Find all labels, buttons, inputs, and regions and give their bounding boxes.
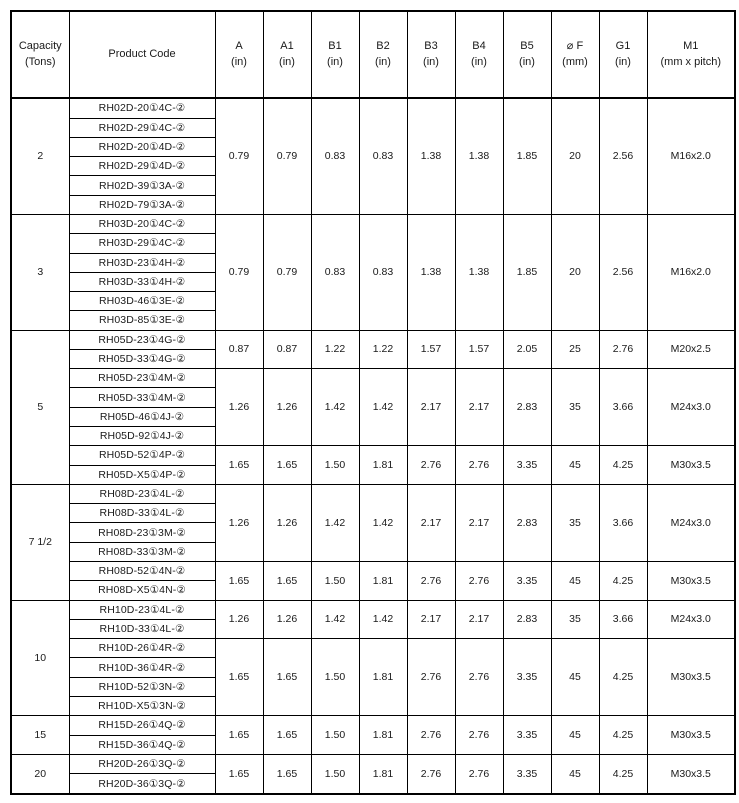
spec-cell-b3: 2.76 [407,639,455,716]
table-body [11,98,735,794]
spec-cell-b2: 1.22 [359,330,407,369]
product-code-cell: RH02D-20①4D-② [69,137,215,156]
column-header-title: Capacity [18,39,62,52]
product-code-cell: RH15D-26①4Q-② [69,716,215,735]
product-code-cell: RH10D-26①4R-② [69,639,215,658]
spec-cell-b3: 1.57 [407,330,455,369]
capacity-cell: 5 [11,330,69,484]
table-row [11,562,735,581]
spec-cell-f: 45 [551,562,599,601]
product-code-cell: RH10D-36①4R-② [69,658,215,677]
column-header-title: G1 [615,39,631,52]
table-row [11,214,735,233]
spec-cell-b2: 0.83 [359,214,407,330]
column-header-title: B2 [376,39,390,52]
product-code-cell: RH20D-36①3Q-② [69,774,215,794]
column-header-title: B5 [520,39,534,52]
spec-cell-b3: 2.17 [407,484,455,561]
spec-cell-b1: 0.83 [311,214,359,330]
spec-cell-b2: 1.81 [359,446,407,485]
column-header-capacity [11,11,69,98]
column-header-unit: (in) [423,55,439,68]
spec-cell-f: 35 [551,600,599,639]
spec-cell-b5: 3.35 [503,754,551,794]
capacity-cell: 20 [11,754,69,794]
capacity-cell: 7 1/2 [11,484,69,600]
capacity-cell: 15 [11,716,69,755]
product-code-cell: RH05D-92①4J-② [69,427,215,446]
spec-cell-b5: 1.85 [503,214,551,330]
spec-cell-b5: 2.83 [503,484,551,561]
spec-cell-a: 1.65 [215,716,263,755]
spec-cell-f: 45 [551,639,599,716]
spec-cell-b1: 1.50 [311,446,359,485]
column-header-title: A1 [280,39,294,52]
capacity-cell: 2 [11,98,69,214]
product-code-cell: RH05D-52①4P-② [69,446,215,465]
spec-cell-m1: M30x3.5 [647,639,735,716]
column-header-product-code [69,11,215,98]
spec-cell-b4: 2.76 [455,446,503,485]
product-code-cell: RH02D-79①3A-② [69,195,215,214]
spec-cell-a: 0.87 [215,330,263,369]
product-code-cell: RH15D-36①4Q-② [69,735,215,754]
table-row [11,98,735,118]
spec-cell-b2: 1.42 [359,484,407,561]
product-code-cell: RH05D-33①4M-② [69,388,215,407]
spec-cell-b4: 2.17 [455,369,503,446]
column-header-b2 [359,11,407,98]
spec-cell-a1: 1.65 [263,716,311,755]
spec-cell-f: 35 [551,369,599,446]
spec-cell-b1: 1.50 [311,716,359,755]
table-row [11,716,735,735]
specification-table [10,10,736,795]
product-code-cell: RH08D-33①4L-② [69,504,215,523]
product-code-cell: RH08D-X5①4N-② [69,581,215,600]
spec-cell-g1: 3.66 [599,484,647,561]
spec-cell-m1: M20x2.5 [647,330,735,369]
product-code-cell: RH05D-X5①4P-② [69,465,215,484]
spec-cell-b4: 2.76 [455,754,503,794]
product-code-cell: RH05D-33①4G-② [69,349,215,368]
spec-cell-b3: 2.76 [407,446,455,485]
spec-cell-f: 45 [551,446,599,485]
spec-cell-f: 20 [551,98,599,214]
spec-cell-a1: 1.65 [263,446,311,485]
spec-cell-f: 25 [551,330,599,369]
spec-cell-a: 1.65 [215,446,263,485]
column-header-a1 [263,11,311,98]
spec-cell-b2: 1.81 [359,754,407,794]
spec-cell-b1: 1.42 [311,484,359,561]
spec-cell-b3: 2.76 [407,754,455,794]
column-header-unit: (in) [375,55,391,68]
spec-cell-f: 45 [551,754,599,794]
table-row [11,446,735,465]
product-code-cell: RH02D-29①4D-② [69,157,215,176]
spec-cell-b1: 1.50 [311,639,359,716]
product-code-cell: RH03D-23①4H-② [69,253,215,272]
spec-cell-b4: 2.76 [455,562,503,601]
spec-cell-a: 1.65 [215,562,263,601]
table-header [11,11,735,98]
spec-cell-b3: 2.76 [407,716,455,755]
spec-cell-b5: 3.35 [503,446,551,485]
spec-cell-b4: 1.38 [455,214,503,330]
spec-cell-b4: 1.57 [455,330,503,369]
spec-cell-f: 20 [551,214,599,330]
column-header-title: ⌀ F [566,39,584,52]
product-code-cell: RH05D-23①4M-② [69,369,215,388]
spec-cell-b3: 1.38 [407,214,455,330]
column-header-title: M1 [683,39,699,52]
column-header-unit: (Tons) [24,55,56,68]
spec-cell-g1: 4.25 [599,716,647,755]
column-header-unit: (mm) [562,55,588,68]
spec-cell-g1: 4.25 [599,446,647,485]
spec-cell-b5: 2.05 [503,330,551,369]
spec-cell-m1: M30x3.5 [647,446,735,485]
spec-cell-b2: 1.42 [359,600,407,639]
spec-cell-g1: 2.56 [599,214,647,330]
spec-cell-g1: 2.56 [599,98,647,214]
column-header-g1 [599,11,647,98]
column-header-f [551,11,599,98]
spec-cell-m1: M24x3.0 [647,369,735,446]
spec-cell-a: 1.65 [215,639,263,716]
column-header-unit: (in) [327,55,343,68]
spec-cell-b1: 1.42 [311,600,359,639]
product-code-cell: RH02D-20①4C-② [69,98,215,118]
capacity-cell: 10 [11,600,69,716]
spec-cell-b3: 2.17 [407,369,455,446]
product-code-cell: RH05D-23①4G-② [69,330,215,349]
column-header-b5 [503,11,551,98]
table-row [11,754,735,773]
product-code-cell: RH05D-46①4J-② [69,407,215,426]
product-code-cell: RH03D-46①3E-② [69,292,215,311]
spec-cell-a: 1.26 [215,484,263,561]
spec-cell-m1: M30x3.5 [647,562,735,601]
spec-cell-g1: 3.66 [599,600,647,639]
spec-cell-g1: 2.76 [599,330,647,369]
product-code-cell: RH03D-29①4C-② [69,234,215,253]
spec-cell-b5: 2.83 [503,369,551,446]
product-code-cell: RH10D-52①3N-② [69,677,215,696]
spec-cell-a1: 0.87 [263,330,311,369]
spec-cell-a1: 0.79 [263,98,311,214]
column-header-unit: (mm x pitch) [660,55,721,68]
table-row [11,639,735,658]
spec-cell-a: 0.79 [215,98,263,214]
spec-cell-a1: 1.65 [263,639,311,716]
spec-cell-a: 1.65 [215,754,263,794]
spec-cell-a1: 1.65 [263,754,311,794]
spec-cell-m1: M30x3.5 [647,716,735,755]
product-code-cell: RH10D-X5①3N-② [69,696,215,715]
spec-cell-b5: 2.83 [503,600,551,639]
product-code-cell: RH02D-39①3A-② [69,176,215,195]
spec-cell-b4: 1.38 [455,98,503,214]
spec-cell-a: 0.79 [215,214,263,330]
product-code-cell: RH03D-85①3E-② [69,311,215,330]
table-row [11,330,735,349]
spec-cell-b3: 2.17 [407,600,455,639]
table-row [11,484,735,503]
product-code-cell: RH08D-23①3M-② [69,523,215,542]
spec-cell-b2: 1.42 [359,369,407,446]
product-code-cell: RH10D-33①4L-② [69,619,215,638]
spec-cell-m1: M16x2.0 [647,98,735,214]
column-header-unit: (in) [471,55,487,68]
column-header-title: B3 [424,39,438,52]
header-row [11,11,735,98]
column-header-b4 [455,11,503,98]
spec-cell-b2: 1.81 [359,562,407,601]
product-code-cell: RH08D-52①4N-② [69,562,215,581]
column-header-b3 [407,11,455,98]
spec-cell-b4: 2.76 [455,639,503,716]
spec-cell-b3: 1.38 [407,98,455,214]
table-row [11,600,735,619]
spec-cell-b1: 1.50 [311,562,359,601]
spec-cell-a1: 1.26 [263,484,311,561]
spec-cell-b1: 1.22 [311,330,359,369]
product-code-cell: RH03D-20①4C-② [69,214,215,233]
spec-cell-a1: 1.65 [263,562,311,601]
spec-cell-b5: 3.35 [503,716,551,755]
spec-cell-b4: 2.17 [455,484,503,561]
spec-cell-a: 1.26 [215,600,263,639]
spec-cell-f: 45 [551,716,599,755]
spec-cell-g1: 3.66 [599,369,647,446]
spec-cell-g1: 4.25 [599,754,647,794]
column-header-a [215,11,263,98]
column-header-title: A [235,39,243,52]
spec-cell-b5: 3.35 [503,562,551,601]
spec-cell-b1: 1.50 [311,754,359,794]
spec-cell-b4: 2.17 [455,600,503,639]
spec-cell-b2: 0.83 [359,98,407,214]
spec-cell-a1: 0.79 [263,214,311,330]
spec-cell-a: 1.26 [215,369,263,446]
spec-cell-b2: 1.81 [359,639,407,716]
column-header-unit: (in) [519,55,535,68]
table-row [11,369,735,388]
capacity-cell: 3 [11,214,69,330]
product-code-cell: RH08D-33①3M-② [69,542,215,561]
product-code-cell: RH03D-33①4H-② [69,272,215,291]
spec-cell-b3: 2.76 [407,562,455,601]
column-header-m1 [647,11,735,98]
column-header-b1 [311,11,359,98]
spec-cell-a1: 1.26 [263,369,311,446]
column-header-unit: (in) [615,55,631,68]
spec-cell-a1: 1.26 [263,600,311,639]
spec-cell-m1: M24x3.0 [647,600,735,639]
column-header-title: B4 [472,39,486,52]
spec-cell-m1: M24x3.0 [647,484,735,561]
spec-cell-b5: 1.85 [503,98,551,214]
product-code-cell: RH02D-29①4C-② [69,118,215,137]
spec-cell-b4: 2.76 [455,716,503,755]
product-code-cell: RH10D-23①4L-② [69,600,215,619]
product-code-cell: RH20D-26①3Q-② [69,754,215,773]
spec-cell-g1: 4.25 [599,639,647,716]
spec-cell-b1: 0.83 [311,98,359,214]
spec-cell-b5: 3.35 [503,639,551,716]
product-code-cell: RH08D-23①4L-② [69,484,215,503]
spec-cell-m1: M30x3.5 [647,754,735,794]
spec-cell-f: 35 [551,484,599,561]
column-header-unit: (in) [279,55,295,68]
spec-cell-b1: 1.42 [311,369,359,446]
column-header-unit: (in) [231,55,247,68]
column-header-title: B1 [328,39,342,52]
column-header-title: Product Code [108,47,176,60]
spec-cell-b2: 1.81 [359,716,407,755]
spec-cell-g1: 4.25 [599,562,647,601]
spec-cell-m1: M16x2.0 [647,214,735,330]
